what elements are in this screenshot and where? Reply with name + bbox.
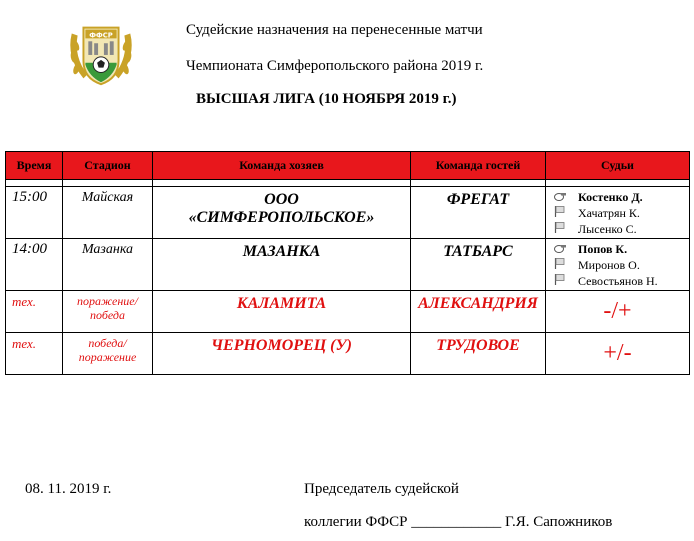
match-time: тех. xyxy=(6,333,63,375)
match-result-note: победа/ поражение xyxy=(63,333,153,375)
table-row xyxy=(6,239,690,291)
whistle-icon xyxy=(554,189,568,205)
referees xyxy=(546,239,690,291)
home-team xyxy=(153,187,411,239)
signature-line: коллегии ФФСР ____________ Г.Я. Сапожников xyxy=(304,514,613,530)
home-team: МАЗАНКА xyxy=(153,239,411,291)
assistant-referee-1: Хачатрян К. xyxy=(578,206,640,220)
assistant-referee-2: Севостьянов Н. xyxy=(578,274,658,288)
referee-main: Костенко Д. xyxy=(578,190,643,204)
logo-text: ФФСР xyxy=(89,31,113,40)
col-header-home-team: Команда хозяев xyxy=(153,152,411,180)
match-time: 15:00 xyxy=(6,187,63,239)
header-title-line2: Чемпионата Симферопольского района 2019 г. xyxy=(186,58,484,74)
away-team: АЛЕКСАНДРИЯ xyxy=(411,291,546,333)
home-team-line2: «СИМФЕРОПОЛЬСКОЕ» xyxy=(188,209,375,226)
away-team: ФРЕГАТ xyxy=(411,187,546,239)
assistant-referee-2: Лысенко С. xyxy=(578,222,637,236)
away-team: ТАТБАРС xyxy=(411,239,546,291)
flag-icon xyxy=(554,221,568,237)
home-team-line1: ООО xyxy=(264,191,299,208)
home-team: ЧЕРНОМОРЕЦ (У) xyxy=(153,333,411,375)
referees xyxy=(546,187,690,239)
assistant-referee-1: Миронов О. xyxy=(578,258,640,272)
match-time: 14:00 xyxy=(6,239,63,291)
ffsr-logo xyxy=(62,14,140,92)
match-stadium: Майская xyxy=(63,187,153,239)
signature-title: Председатель судейской xyxy=(304,481,459,497)
table-row xyxy=(6,187,690,239)
match-time: тех. xyxy=(6,291,63,333)
col-header-stadium: Стадион xyxy=(63,152,153,180)
away-team: ТРУДОВОЕ xyxy=(411,333,546,375)
referee-main: Попов К. xyxy=(578,242,628,256)
header-title-line1: Судейские назначения на перенесенные матчи xyxy=(186,22,483,38)
match-result: +/- xyxy=(546,333,690,375)
match-result: -/+ xyxy=(546,291,690,333)
match-result-note: поражение/ победа xyxy=(63,291,153,333)
home-team: КАЛАМИТА xyxy=(153,291,411,333)
header-league-title: ВЫСШАЯ ЛИГА (10 НОЯБРЯ 2019 г.) xyxy=(196,91,457,107)
col-header-away-team: Команда гостей xyxy=(411,152,546,180)
flag-icon xyxy=(554,273,568,289)
flag-icon xyxy=(554,257,568,273)
document-date: 08. 11. 2019 г. xyxy=(25,481,112,497)
table-header-row xyxy=(6,152,690,180)
flag-icon xyxy=(554,205,568,221)
col-header-referees: Судьи xyxy=(546,152,690,180)
col-header-time: Время xyxy=(6,152,63,180)
table-row xyxy=(6,291,690,333)
whistle-icon xyxy=(554,241,568,257)
table-row xyxy=(6,333,690,375)
schedule-table xyxy=(5,151,690,375)
match-stadium: Мазанка xyxy=(63,239,153,291)
